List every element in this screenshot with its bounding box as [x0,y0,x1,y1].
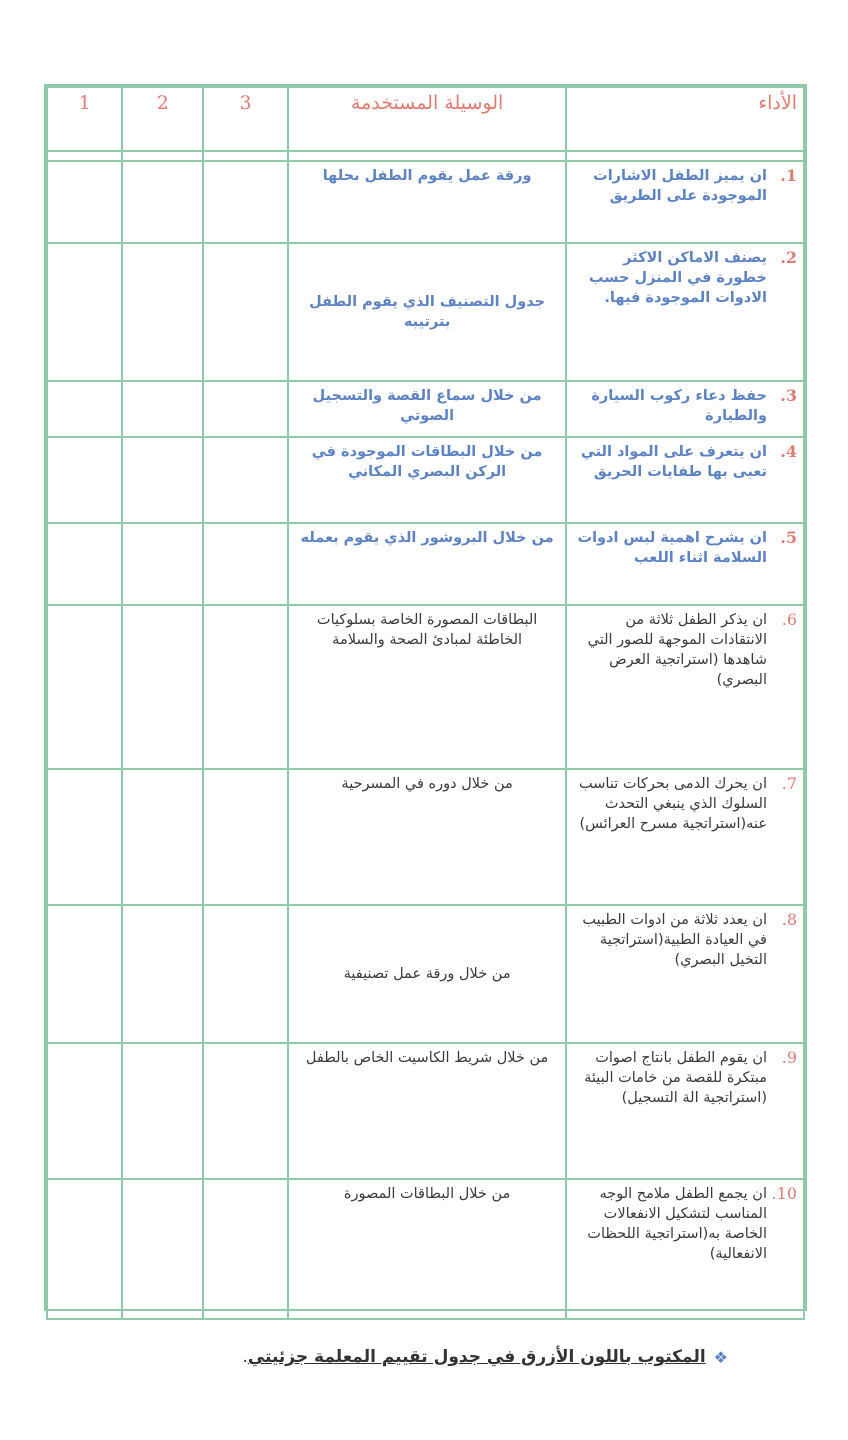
score-cell-2[interactable] [122,1179,203,1319]
score-cell-3[interactable] [203,243,288,381]
performance-text: حفظ دعاء ركوب السيارة والطيارة [591,388,767,424]
performance-text: ان يميز الطفل الاشارات الموجودة على الطريق [593,168,767,204]
score-cell-2[interactable] [122,381,203,437]
score-cell-3[interactable] [203,905,288,1043]
score-cell-3[interactable] [203,605,288,769]
performance-text: ان يتعرف على المواد التي تعبى بها طفايات الحريق [580,444,767,480]
footnote [242,1347,728,1367]
diamond-bullet-icon: ❖ [713,1347,728,1367]
performance-text: ان يجمع الطفل ملامح الوجه المناسب لتشكيل الانفعالات الخاصة به(استراتجية اللحظات الانفعالية) [587,1186,767,1262]
score-cell-3[interactable] [203,769,288,905]
item-number: 6. [781,610,797,629]
score-cell-2[interactable] [122,437,203,523]
score-cell-2[interactable] [122,605,203,769]
score-cell-2[interactable] [122,161,203,243]
score-cell-3[interactable] [203,161,288,243]
score-cell-2[interactable] [122,523,203,605]
table-row [47,1179,804,1319]
performance-text: ان يقوم الطفل بانتاج اصوات مبتكرة للقصة من خامات البيئة (استراتجية الة التسجيل) [584,1050,767,1106]
header-score-3: 3 [203,87,288,151]
table-row [47,1043,804,1179]
tool-text: من خلال دوره في المسرحية [288,769,566,905]
score-cell-1[interactable] [47,769,122,905]
item-number: 7. [781,774,797,793]
score-cell-1[interactable] [47,243,122,381]
score-cell-1[interactable] [47,1043,122,1179]
footnote-text: المكتوب باللون الأزرق في جدول تقييم المعلمة جزئيتي [247,1347,706,1367]
header-performance: الأداء [566,87,804,151]
footnote-end: . [242,1347,248,1367]
item-number: 8. [781,910,797,929]
evaluation-table [46,86,805,1320]
tool-text: من خلال البروشور الذي يقوم بعمله [288,523,566,605]
performance-text: يصنف الاماكن الاكثر خطورة في المنزل حسب الادوات الموجودة فيها. [588,250,767,306]
evaluation-table-frame [44,84,807,1311]
item-number: 4. [780,442,797,461]
score-cell-2[interactable] [122,1043,203,1179]
score-cell-3[interactable] [203,523,288,605]
score-cell-1[interactable] [47,905,122,1043]
tool-text: من خلال ورقة عمل تصنيفية [288,905,566,1043]
performance-text: ان يعدد ثلاثة من ادوات الطبيب في العيادة الطبية(استراتجية التخيل البصري) [582,912,767,968]
performance-text: ان يشرح اهمية لبس ادوات السلامة اثناء اللعب [577,530,767,566]
score-cell-1[interactable] [47,605,122,769]
performance-text: ان يذكر الطفل ثلاثة من الانتقادات الموجهة للصور التي شاهدها (استراتجية العرض البصري) [587,612,767,688]
table-row [47,437,804,523]
item-number: 9. [781,1048,797,1067]
header-tool: الوسيلة المستخدمة [288,87,566,151]
tool-text: من خلال البطاقات المصورة [288,1179,566,1319]
tool-text: من خلال سماع القصة والتسجيل الصوتي [288,381,566,437]
score-cell-2[interactable] [122,243,203,381]
item-number: 2. [780,248,797,267]
score-cell-1[interactable] [47,523,122,605]
tool-text: من خلال البطاقات الموجودة في الركن البصري المكاني [288,437,566,523]
table-row [47,243,804,381]
tool-text: البطاقات المصورة الخاصة بسلوكيات الخاطئة لمبادئ الصحة والسلامة [288,605,566,769]
score-cell-2[interactable] [122,769,203,905]
header-row [47,87,804,151]
score-cell-1[interactable] [47,381,122,437]
table-row [47,523,804,605]
score-cell-2[interactable] [122,905,203,1043]
score-cell-1[interactable] [47,161,122,243]
header-score-2: 2 [122,87,203,151]
performance-text: ان يحرك الدمى بحركات تناسب السلوك الذي ينبغي التحدث عنه(استراتجية مسرح العرائس) [579,776,767,832]
tool-text: من خلال شريط الكاسيت الخاص بالطفل [288,1043,566,1179]
item-number: 10. [771,1184,797,1203]
item-number: 1. [780,166,797,185]
tool-text: ورقة عمل يقوم الطفل بحلها [288,161,566,243]
table-row [47,381,804,437]
table-row [47,905,804,1043]
tool-text: جدول التصنيف الذي يقوم الطفل بترتيبه [288,243,566,381]
score-cell-3[interactable] [203,1043,288,1179]
score-cell-3[interactable] [203,381,288,437]
item-number: 3. [780,386,797,405]
table-row [47,605,804,769]
score-cell-1[interactable] [47,437,122,523]
score-cell-1[interactable] [47,1179,122,1319]
score-cell-3[interactable] [203,437,288,523]
item-number: 5. [780,528,797,547]
header-score-1: 1 [47,87,122,151]
table-row [47,161,804,243]
score-cell-3[interactable] [203,1179,288,1319]
table-row [47,769,804,905]
